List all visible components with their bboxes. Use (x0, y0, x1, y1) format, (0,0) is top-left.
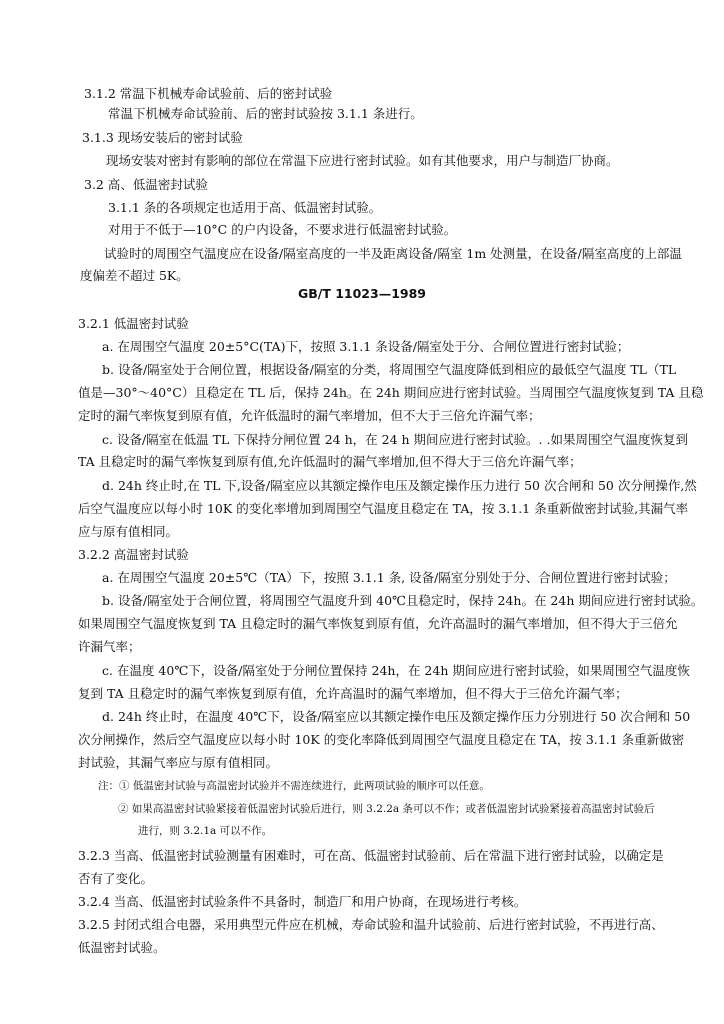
paragraph-line: 3.1.1 条的各项规定也适用于高、低温密封试验。 (108, 200, 382, 215)
list-item-b: b. 设备/隔室处于合闸位置，根据设备/隔室的分类，将周围空气温度降低到相应的最低空气温度 TL（TL (102, 362, 677, 377)
paragraph-line: 对用于不低于—10°C 的户内设备，不要求进行低温密封试验。 (108, 222, 457, 237)
paragraph-line: TA 且稳定时的漏气率恢复到原有值,允许低温时的漏气率增加,但不得大于三倍允许漏气率； (78, 454, 582, 469)
paragraph-line: 后空气温度应以每小时 10K 的变化率增加到周围空气温度且稳定在 TA，按 3.1.1 条重新做密封试验,其漏气率 (78, 501, 689, 516)
paragraph-line: 复到 TA 且稳定时的漏气率恢复到原有值，允许高温时的漏气率增加，但不得大于三倍允许漏气率； (78, 686, 628, 701)
paragraph-line: 许漏气率； (78, 639, 141, 654)
list-item-d: d. 24h 终止时,在 TL 下,设备/隔室应以其额定操作电压及额定操作压力进行 50 次合闸和 50 次分闸操作,然 (102, 478, 697, 493)
standard-code: GB/T 11023—1989 (297, 286, 426, 301)
paragraph-line: 度偏差不超过 5K。 (80, 268, 189, 283)
paragraph-line: 否有了变化。 (78, 871, 154, 886)
section-heading-3-2: 3.2 高、低温密封试验 (84, 177, 208, 192)
list-item-a: a. 在周围空气温度 20±5°C(TA)下，按照 3.1.1 条设备/隔室处于分、合闸位置进行密封试验； (102, 339, 630, 354)
note-1: 注：① 低温密封试验与高温密封试验并不需连续进行，此两项试验的顺序可以任意。 (98, 780, 490, 792)
section-3-2-5: 3.2.5 封闭式组合电器，采用典型元件应在机械，寿命试验和温升试验前、后进行密封试验，不再进行高、 (78, 917, 664, 932)
paragraph-line: 次分闸操作，然后空气温度应以每小时 10K 的变化率降低到周围空气温度且稳定在 TA，按 3.1.1 条重新做密 (78, 732, 685, 747)
section-3-2-4: 3.2.4 当高、低温密封试验条件不具备时，制造厂和用户协商，在现场进行考核。 (78, 894, 527, 909)
section-heading-3-1-3: 3.1.3 现场安装后的密封试验 (82, 130, 243, 145)
paragraph-line: 封试验，其漏气率应与原有值相同。 (78, 755, 279, 770)
list-item-d: d. 24h 终止时，在温度 40℃下，设备/隔室应以其额定操作电压及额定操作压力分别进行 50 次合闸和 50 (102, 709, 691, 724)
section-heading-3-2-2: 3.2.2 高温密封试验 (78, 547, 189, 562)
section-3-2-3: 3.2.3 当高、低温密封试验测量有困难时，可在高、低温密封试验前、后在常温下进行密封试验，以确定是 (78, 848, 664, 863)
list-item-c: c. 设备/隔室在低温 TL 下保持分闸位置 24 h，在 24 h 期间应进行密封试验。. .如果周围空气温度恢复到 (102, 432, 688, 447)
list-item-b: b. 设备/隔室处于合闸位置，将周围空气温度升到 40℃且稳定时，保持 24h。在 24h 期间应进行密封试验。 (102, 593, 704, 608)
note-2: ② 如果高温密封试验紧接着低温密封试验后进行，则 3.2.2a 条可以不作；或者低温密封试验紧接着高温密封试验后 (118, 803, 655, 815)
paragraph-line: 试验时的周围空气温度应在设备/隔室高度的一半及距离设备/隔室 1m 处测量，在设备/隔室高度的上部温 (104, 246, 682, 261)
list-item-c: c. 在温度 40℃下，设备/隔室处于分闸位置保持 24h，在 24h 期间应进行密封试验，如果周围空气温度恢 (102, 663, 690, 678)
paragraph-line: 应与原有值相同。 (78, 524, 179, 539)
paragraph-line: 如果周围空气温度恢复到 TA 且稳定时的漏气率恢复到原有值，允许高温时的漏气率增加，但不得大于三倍允 (78, 616, 678, 631)
list-item-a: a. 在周围空气温度 20±5℃（TA）下，按照 3.1.1 条, 设备/隔室分别处于分、合闸位置进行密封试验； (102, 570, 676, 585)
paragraph-line: 值是—30°～40°C）且稳定在 TL 后，保持 24h。在 24h 期间应进行密封试验。当周围空气温度恢复到 TA 且稳 (78, 385, 704, 400)
section-heading-3-1-2: 3.1.2 常温下机械寿命试验前、后的密封试验 (84, 86, 333, 101)
paragraph-line: 常温下机械寿命试验前、后的密封试验按 3.1.1 条进行。 (108, 106, 423, 121)
paragraph-line: 现场安装对密封有影响的部位在常温下应进行密封试验。如有其他要求，用户与制造厂协商。 (106, 153, 619, 168)
paragraph-line: 低温密封试验。 (78, 940, 166, 955)
note-2-continued: 进行，则 3.2.1a 可以不作。 (138, 825, 273, 837)
paragraph-line: 定时的漏气率恢复到原有值，允许低温时的漏气率增加，但不大于三倍允许漏气率； (78, 408, 541, 423)
section-heading-3-2-1: 3.2.1 低温密封试验 (78, 316, 189, 331)
